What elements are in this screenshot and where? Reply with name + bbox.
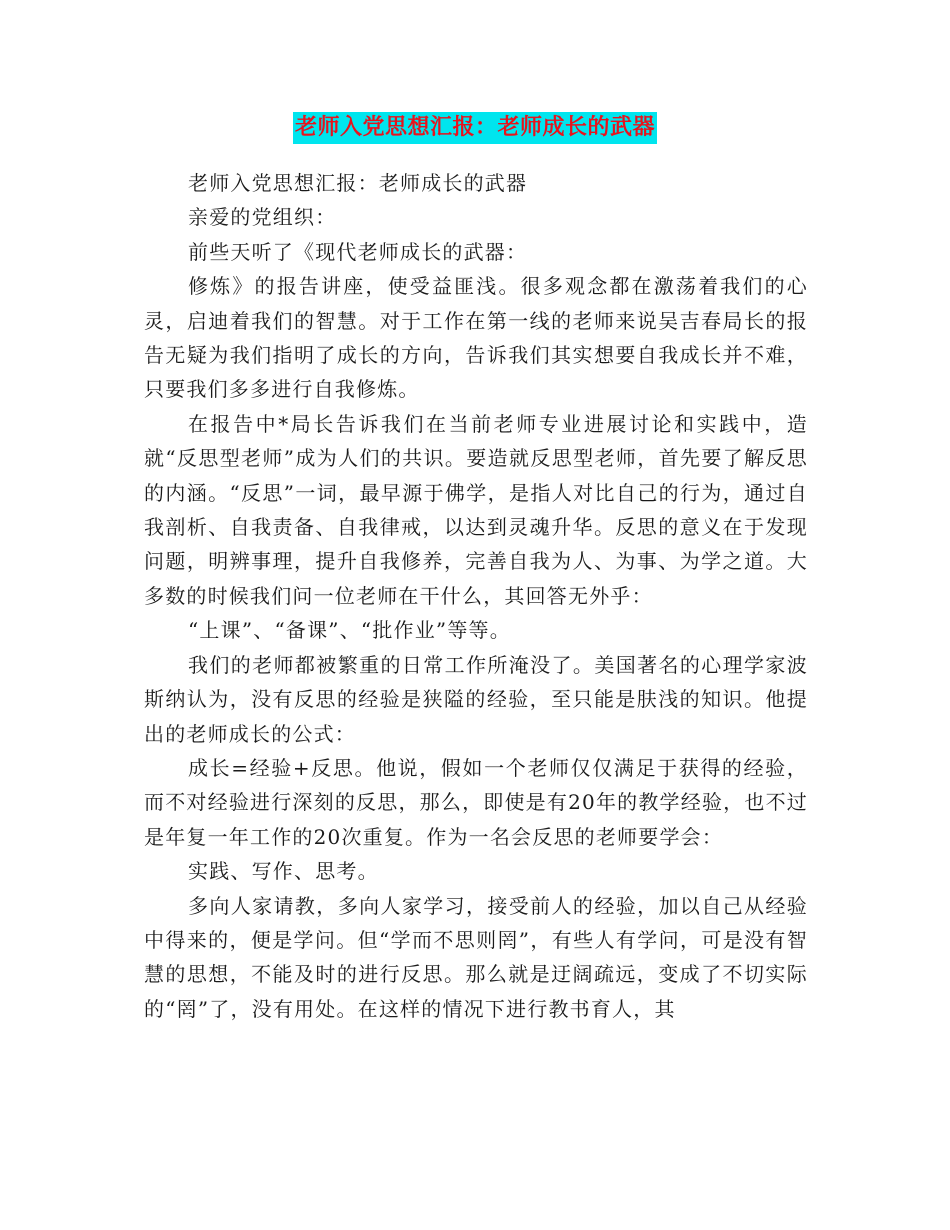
paragraph: 在报告中*局长告诉我们在当前老师专业进展讨论和实践中，造就“反思型老师”成为人们的共识。要造就反思型老师，首先要了解反思的内涵。“反思”一词，最早源于佛学，是指人对比自己的行为，通过自我剖析、自我责备、自我律戒，以达到灵魂升华。反思的意义在于发现问题，明辨事理，提升自我修养，完善自我为人、为事、为学之道。大多数的时候我们问一位老师在干什么，其回答无外乎：: [144, 411, 808, 608]
document-body: [144, 166, 808, 1026]
paragraph: 前些天听了《现代老师成长的武器：: [188, 239, 528, 264]
paragraph: 亲爱的党组织：: [188, 205, 337, 230]
paragraph: 成长=经验+反思。他说，假如一个老师仅仅满足于获得的经验，而不对经验进行深刻的反思，那么，即使是有20年的教学经验，也不过是年复一年工作的20次重复。作为一名会反思的老师要学会：: [144, 755, 808, 849]
paragraph: 修炼》的报告讲座，使受益匪浅。很多观念都在激荡着我们的心灵，启迪着我们的智慧。对于工作在第一线的老师来说吴吉春局长的报告无疑为我们指明了成长的方向，告诉我们其实想要自我成长并不难，只要我们多多进行自我修炼。: [144, 274, 808, 402]
paragraph: 我们的老师都被繁重的日常工作所淹没了。美国著名的心理学家波斯纳认为，没有反思的经验是狭隘的经验，至只能是肤浅的知识。他提出的老师成长的公式：: [144, 652, 808, 746]
paragraph: “上课”、“备课”、“批作业”等等。: [188, 618, 511, 643]
title-wrapper: [0, 112, 950, 144]
document-title: 老师入党思想汇报：老师成长的武器: [293, 112, 657, 144]
paragraph: 多向人家请教，多向人家学习，接受前人的经验，加以自己从经验中得来的，便是学问。但“学而不思则罔”，有些人有学问，可是没有智慧的思想，不能及时的进行反思。那么就是迂阔疏远，变成了不切实际的“罔”了，没有用处。在这样的情况下进行教书育人，其: [144, 893, 808, 1021]
paragraph: 老师入党思想汇报：老师成长的武器: [188, 171, 528, 195]
paragraph: 实践、写作、思考。: [188, 859, 379, 884]
